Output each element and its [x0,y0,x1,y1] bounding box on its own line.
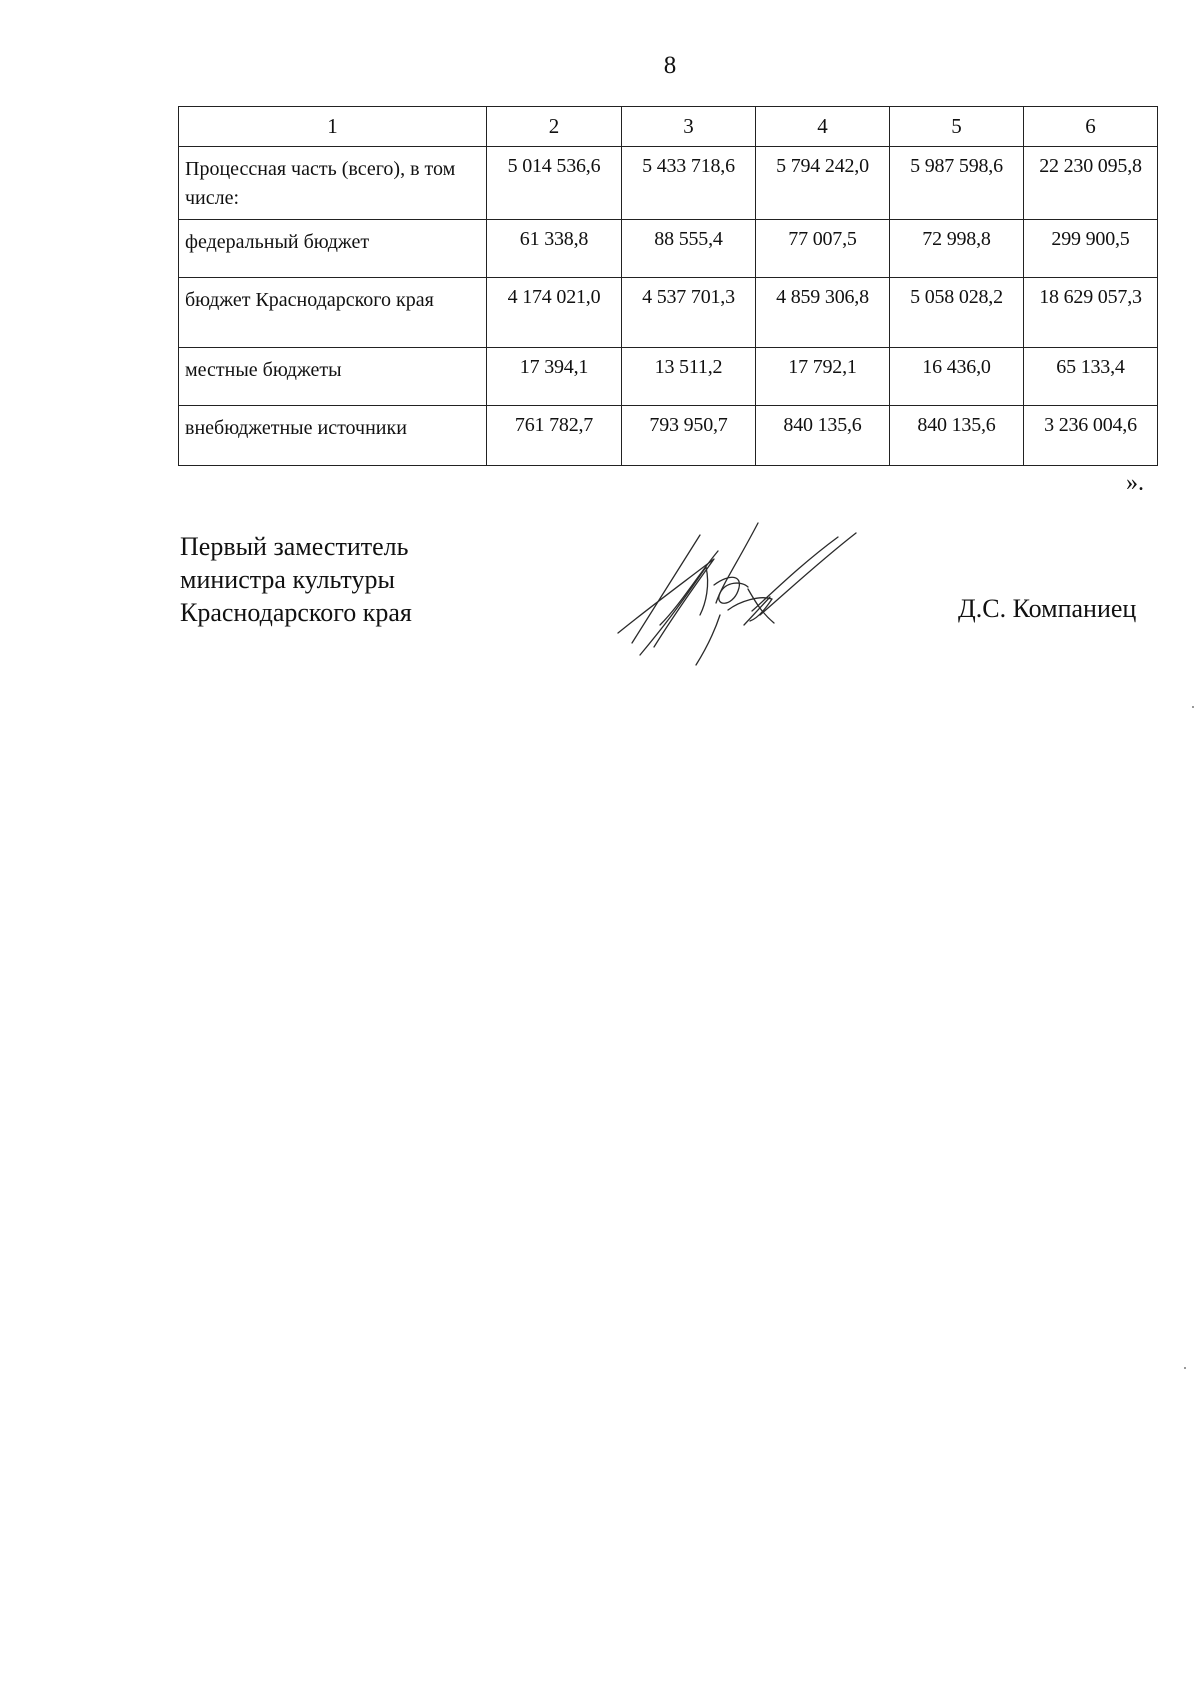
page-number: 8 [663,52,677,79]
table-row [179,220,1158,278]
signatory-position-line: Первый заместитель [180,532,409,561]
table-cell: 4 537 701,3 [622,278,756,348]
row-label: Процессная часть (всего), в том числе: [179,147,487,220]
table-cell: 13 511,2 [622,348,756,406]
table-cell: 793 950,7 [622,406,756,466]
table-cell: 4 174 021,0 [487,278,622,348]
table-cell: 18 629 057,3 [1024,278,1158,348]
table-cell: 77 007,5 [756,220,890,278]
table-cell: 5 433 718,6 [622,147,756,220]
signatory-position-line: министра культуры [180,565,395,594]
table-cell: 72 998,8 [890,220,1024,278]
table-row [179,348,1158,406]
budget-table [178,106,1158,466]
scan-speck [1184,1367,1186,1369]
table-cell: 16 436,0 [890,348,1024,406]
signatory-position-line: Краснодарского края [180,598,412,627]
table-cell: 5 058 028,2 [890,278,1024,348]
table-cell: 840 135,6 [890,406,1024,466]
column-header: 4 [756,107,890,147]
signatory-position [180,530,412,629]
row-label: местные бюджеты [179,348,487,406]
table-cell: 61 338,8 [487,220,622,278]
column-header: 1 [179,107,487,147]
table-row [179,147,1158,220]
table-cell: 5 794 242,0 [756,147,890,220]
table-cell: 840 135,6 [756,406,890,466]
column-header: 6 [1024,107,1158,147]
table-cell: 5 014 536,6 [487,147,622,220]
row-label: бюджет Краснодарского края [179,278,487,348]
closing-quote: ». [1126,470,1144,496]
table-cell: 88 555,4 [622,220,756,278]
column-header: 5 [890,107,1024,147]
scan-speck [1192,706,1194,708]
column-header: 2 [487,107,622,147]
column-header: 3 [622,107,756,147]
table-cell: 4 859 306,8 [756,278,890,348]
signatory-name: Д.С. Компаниец [958,594,1137,623]
table-cell: 17 394,1 [487,348,622,406]
table-cell: 299 900,5 [1024,220,1158,278]
table-cell: 65 133,4 [1024,348,1158,406]
row-label: федеральный бюджет [179,220,487,278]
table-cell: 761 782,7 [487,406,622,466]
table-row [179,278,1158,348]
table-cell: 22 230 095,8 [1024,147,1158,220]
table-cell: 5 987 598,6 [890,147,1024,220]
row-label: внебюджетные источники [179,406,487,466]
table-header-row [179,107,1158,147]
table-cell: 17 792,1 [756,348,890,406]
handwritten-signature [610,515,890,675]
table-row [179,406,1158,466]
table-cell: 3 236 004,6 [1024,406,1158,466]
